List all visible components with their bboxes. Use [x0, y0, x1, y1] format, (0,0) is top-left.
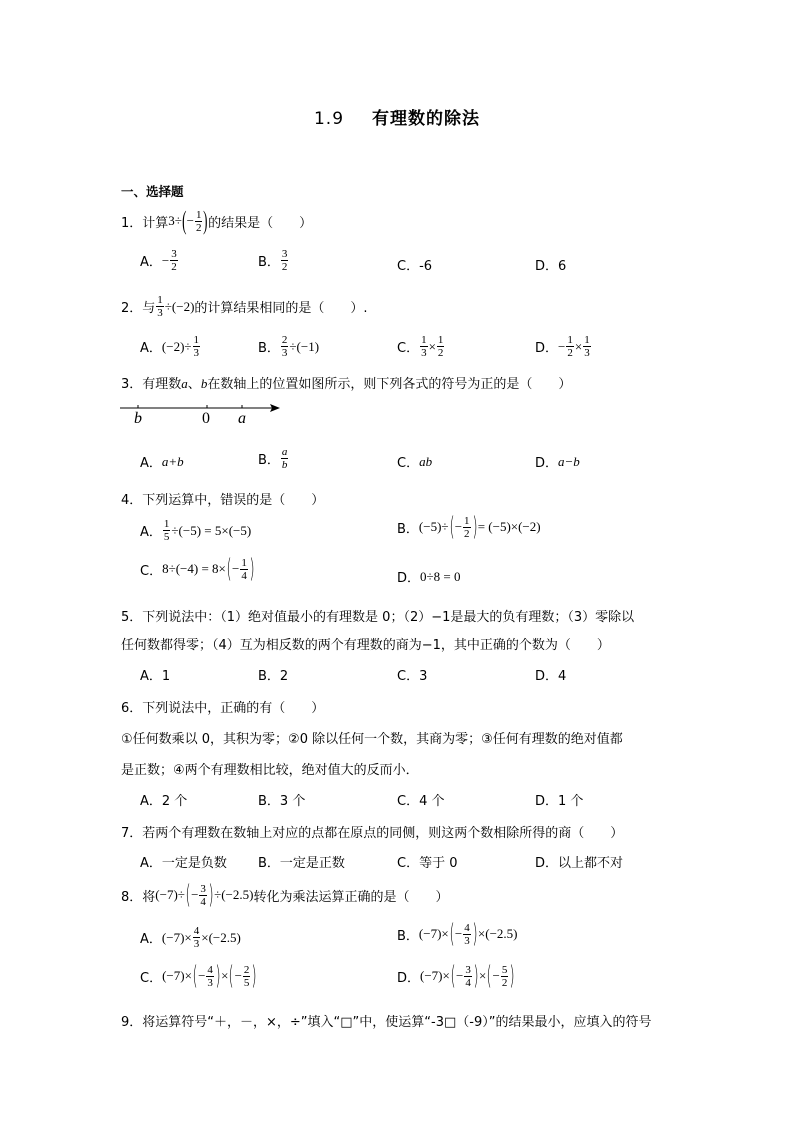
option-label: C．	[140, 970, 163, 986]
numerator: 1	[437, 334, 444, 346]
q4-option-a[interactable]	[140, 518, 251, 543]
q3-text: 有理数	[142, 377, 182, 392]
q7-option-b[interactable]: B．一定是正数	[258, 856, 345, 871]
q2-suffix: 的计算结果相同的是（ ）.	[194, 301, 368, 316]
option-label: B．	[258, 255, 280, 270]
q1-operator: ÷	[174, 213, 182, 228]
option-fraction	[420, 334, 428, 359]
option-expression: (−7)×	[161, 929, 192, 945]
option-fraction	[193, 334, 201, 359]
q2-option-c[interactable]	[397, 334, 445, 359]
option-expression: = (−5)×(−2)	[477, 519, 541, 534]
left-paren: (	[486, 961, 492, 991]
option-expression: (−7)×	[162, 968, 192, 983]
numerator: 1	[584, 334, 590, 346]
q3-option-b[interactable]	[258, 446, 289, 471]
q8-option-a[interactable]	[140, 925, 241, 950]
denominator: 4	[465, 976, 471, 989]
title-number: 1.9	[313, 109, 345, 129]
q2-option-d[interactable]	[535, 334, 592, 359]
right-paren: )	[472, 512, 478, 542]
option-expression: (−2)÷	[161, 338, 192, 354]
q3-text: 在数轴上的位置如图所示，则下列各式的符号为正的是（ ）	[207, 377, 572, 392]
operator: ×	[574, 338, 583, 354]
option-label: C．	[140, 563, 163, 579]
q8-fraction	[199, 883, 207, 908]
minus-sign: −	[191, 887, 199, 902]
q2-expression: ÷(−2)	[164, 298, 195, 314]
option-fraction	[243, 964, 251, 989]
denominator: 4	[200, 895, 206, 908]
denominator: 3	[207, 976, 213, 989]
numerator: 2	[281, 334, 288, 346]
option-label: D．	[535, 341, 559, 356]
q5-option-c[interactable]: C．3	[397, 669, 428, 684]
numerator: 5	[501, 963, 508, 976]
q1-prefix: 计算	[142, 215, 169, 231]
numerator: 3	[200, 882, 206, 895]
axis-label-a: a	[238, 410, 246, 427]
option-fraction	[281, 446, 289, 471]
left-paren: (	[182, 206, 187, 235]
minus-sign: −	[161, 252, 170, 268]
option-label: A．	[140, 456, 162, 471]
q6-statement-line-2: 是正数；④两个有理数相比较，绝对值大的反而小．	[121, 763, 419, 778]
q1-suffix: 的结果是（ ）	[208, 215, 313, 231]
left-paren: (	[450, 961, 456, 991]
option-label: D．	[397, 571, 421, 586]
option-label: B．	[397, 928, 419, 944]
q3-option-a[interactable]	[140, 452, 184, 471]
q8-option-b[interactable]	[397, 921, 517, 947]
q8-expression: (−7)÷	[155, 887, 185, 902]
numerator: 3	[465, 963, 471, 976]
denominator: 3	[281, 347, 288, 359]
option-fraction	[463, 515, 471, 540]
option-expression: (−7)×	[418, 926, 449, 941]
q1-option-b[interactable]	[258, 248, 289, 273]
denominator: 2	[195, 221, 202, 234]
q6-option-b[interactable]: B．3 个	[258, 794, 306, 809]
q9-text: 将运算符号“＋，－，×，÷”填入“□”中，使运算“-3□（-9）”的结果最小，应填入的符号	[142, 1015, 652, 1030]
q3-number: 3．	[121, 377, 143, 392]
q5-number: 5．	[121, 610, 143, 625]
option-label: B．	[258, 341, 280, 356]
q1-option-d[interactable]: D．6	[535, 259, 567, 274]
option-fraction	[463, 922, 471, 947]
denominator: b	[281, 459, 288, 471]
q7-option-d[interactable]: D．以上都不对	[535, 856, 624, 871]
q5-option-a[interactable]: A．1	[140, 669, 171, 684]
option-expression: (−5)÷	[418, 519, 449, 534]
denominator: 2	[171, 261, 177, 273]
minus-sign: −	[456, 968, 464, 983]
left-paren: (	[228, 961, 235, 991]
q1-fraction	[195, 209, 203, 234]
denominator: 3	[421, 347, 427, 359]
left-paren: (	[449, 919, 455, 949]
q1-number: 1．	[121, 215, 143, 231]
q8-option-d[interactable]	[397, 963, 516, 989]
option-expression: ÷(−5) = 5×(−5)	[171, 522, 252, 538]
option-label: D．	[397, 970, 421, 986]
q1-option-c[interactable]: C．-6	[397, 259, 433, 274]
q6-statement-line-1: ①任何数乘以 0，其积为零；②0 除以任何一个数，其商为零；③任何有理数的绝对值都	[121, 732, 623, 747]
question-4	[121, 489, 324, 508]
numerator: 1	[163, 518, 170, 530]
question-6	[121, 697, 324, 716]
option-fraction	[193, 925, 201, 950]
q2-prefix: 与	[142, 301, 156, 316]
denominator: 2	[567, 347, 573, 359]
left-paren: (	[226, 554, 232, 584]
left-paren: (	[185, 880, 191, 910]
q5-text: 下列说法中：（1）绝对值最小的有理数是 0；（2）−1是最大的负有理数；（3）零除以	[142, 610, 635, 625]
numerator: 1	[157, 294, 163, 306]
operator: ×	[428, 338, 436, 354]
denominator: 3	[157, 307, 163, 319]
var-a: a	[181, 376, 188, 391]
axis-label-zero: 0	[202, 410, 210, 427]
page-title	[0, 104, 794, 129]
denominator: 5	[163, 531, 170, 543]
denominator: 2	[501, 976, 508, 989]
q4-text: 下列运算中，错误的是（ ）	[142, 493, 325, 508]
q5-option-d[interactable]: D．4	[535, 669, 567, 684]
denominator: 3	[193, 347, 200, 359]
numerator: 1	[195, 208, 202, 221]
q1-expression	[168, 208, 208, 234]
left-paren: (	[449, 512, 455, 542]
right-paren: )	[251, 961, 258, 991]
q3-option-d[interactable]	[535, 452, 580, 471]
minus-sign: −	[454, 519, 463, 534]
option-expression: ×(−2.5)	[201, 929, 241, 945]
q7-option-a[interactable]: A．一定是负数	[140, 856, 227, 871]
question-8	[121, 882, 448, 908]
numerator: 4	[193, 925, 200, 937]
q7-option-c[interactable]: C．等于 0	[397, 856, 458, 871]
option-fraction	[501, 964, 509, 989]
option-fraction	[583, 334, 591, 359]
option-fraction	[240, 557, 248, 582]
right-paren: )	[208, 880, 214, 910]
option-expression: ab	[419, 453, 433, 469]
q2-number: 2．	[121, 301, 143, 316]
title-text: 有理数的除法	[372, 109, 481, 129]
q4-option-b[interactable]	[397, 514, 541, 540]
q1-option-a[interactable]	[140, 248, 179, 273]
right-paren: )	[249, 554, 255, 584]
minus-sign: −	[492, 968, 500, 983]
question-5-line-1	[121, 606, 634, 625]
minus-sign: −	[232, 561, 240, 576]
question-9	[121, 1011, 651, 1030]
q7-text: 若两个有理数在数轴上对应的点都在原点的同侧，则这两个数相除所得的商（ ）	[142, 826, 624, 841]
option-fraction	[281, 248, 289, 273]
operator: ×	[479, 968, 487, 983]
question-2	[121, 294, 368, 319]
option-label: A．	[140, 341, 162, 356]
option-label: A．	[140, 525, 162, 540]
question-7	[121, 822, 623, 841]
numerator: 1	[421, 334, 427, 346]
q1-minus: −	[186, 213, 194, 228]
q9-number: 9．	[121, 1015, 143, 1030]
q4-option-d[interactable]	[397, 567, 460, 586]
option-label: D．	[535, 456, 559, 471]
option-fraction	[566, 334, 574, 359]
option-expression: 0÷8 = 0	[420, 568, 461, 584]
option-fraction	[163, 518, 171, 543]
numerator: 1	[193, 334, 200, 346]
option-fraction	[464, 964, 472, 989]
numerator: 1	[241, 556, 247, 569]
section-heading: 一、选择题	[121, 184, 184, 199]
separator: 、	[187, 377, 201, 392]
minus-sign: −	[454, 926, 463, 941]
q3-option-c[interactable]	[397, 452, 432, 471]
question-5-line-2: 任何数都得零；（4）互为相反数的两个有理数的商为−1，其中正确的个数为（ ）	[121, 638, 610, 653]
numerator: 4	[464, 921, 470, 934]
var-b: b	[200, 376, 208, 391]
option-label: A．	[140, 255, 162, 270]
q6-option-d[interactable]: D．1 个	[535, 794, 584, 809]
left-paren: (	[192, 961, 198, 991]
numerator: a	[281, 446, 288, 458]
denominator: 2	[437, 347, 444, 359]
question-3	[121, 373, 571, 392]
denominator: 2	[281, 261, 288, 273]
option-expression: a+b	[161, 453, 184, 469]
numerator: 3	[281, 248, 288, 260]
q2-option-a[interactable]	[140, 334, 201, 359]
option-expression: ×(−2.5)	[477, 926, 518, 941]
operator: ×	[221, 968, 229, 983]
question-1	[121, 208, 312, 234]
right-paren: )	[509, 961, 515, 991]
q6-text: 下列说法中，正确的有（ ）	[142, 701, 325, 716]
option-label: C．	[397, 341, 420, 356]
option-fraction	[206, 964, 214, 989]
minus-sign: −	[234, 968, 242, 983]
denominator: 5	[243, 976, 250, 989]
right-paren: )	[473, 961, 479, 991]
denominator: 4	[241, 569, 247, 582]
right-paren: )	[215, 961, 221, 991]
q8-option-c[interactable]	[140, 963, 258, 989]
q2-fraction	[156, 294, 164, 319]
q6-number: 6．	[121, 701, 143, 716]
q6-option-c[interactable]: C．4 个	[397, 794, 445, 809]
q2-option-b[interactable]	[258, 334, 319, 359]
right-paren: )	[472, 919, 478, 949]
q8-suffix: 转化为乘法运算正确的是（ ）	[253, 889, 449, 905]
option-fraction	[170, 248, 178, 273]
numerator: 4	[207, 963, 213, 976]
denominator: 2	[464, 527, 470, 540]
option-expression: 8÷(−4) = 8×	[162, 561, 226, 576]
option-fraction	[437, 334, 445, 359]
denominator: 3	[584, 347, 590, 359]
denominator: 3	[464, 934, 470, 947]
option-expression: (−7)×	[420, 968, 450, 983]
numerator: 1	[567, 334, 573, 346]
axis-label-b: b	[134, 410, 142, 427]
option-label: A．	[140, 932, 162, 947]
option-fraction	[281, 334, 289, 359]
numerator: 3	[171, 248, 177, 260]
q7-number: 7．	[121, 826, 143, 841]
minus-sign: −	[198, 968, 206, 983]
q1-operand: 3	[168, 213, 175, 228]
q8-number: 8．	[121, 889, 143, 905]
option-expression: a−b	[558, 453, 580, 469]
denominator: 3	[193, 938, 200, 950]
q4-option-c[interactable]	[140, 556, 255, 582]
option-label: B．	[258, 453, 280, 468]
option-label: B．	[397, 521, 419, 537]
q4-number: 4．	[121, 493, 143, 508]
numerator: 2	[243, 963, 250, 976]
option-label: C．	[397, 456, 420, 471]
q8-prefix: 将	[142, 889, 156, 905]
numerator: 1	[464, 514, 470, 527]
q6-option-a[interactable]: A．2 个	[140, 794, 188, 809]
q8-expression: ÷(−2.5)	[214, 887, 254, 902]
option-expression: ÷(−1)	[289, 338, 320, 354]
minus-sign: −	[558, 338, 566, 354]
right-paren: )	[203, 206, 208, 235]
q5-option-b[interactable]: B．2	[258, 669, 289, 684]
